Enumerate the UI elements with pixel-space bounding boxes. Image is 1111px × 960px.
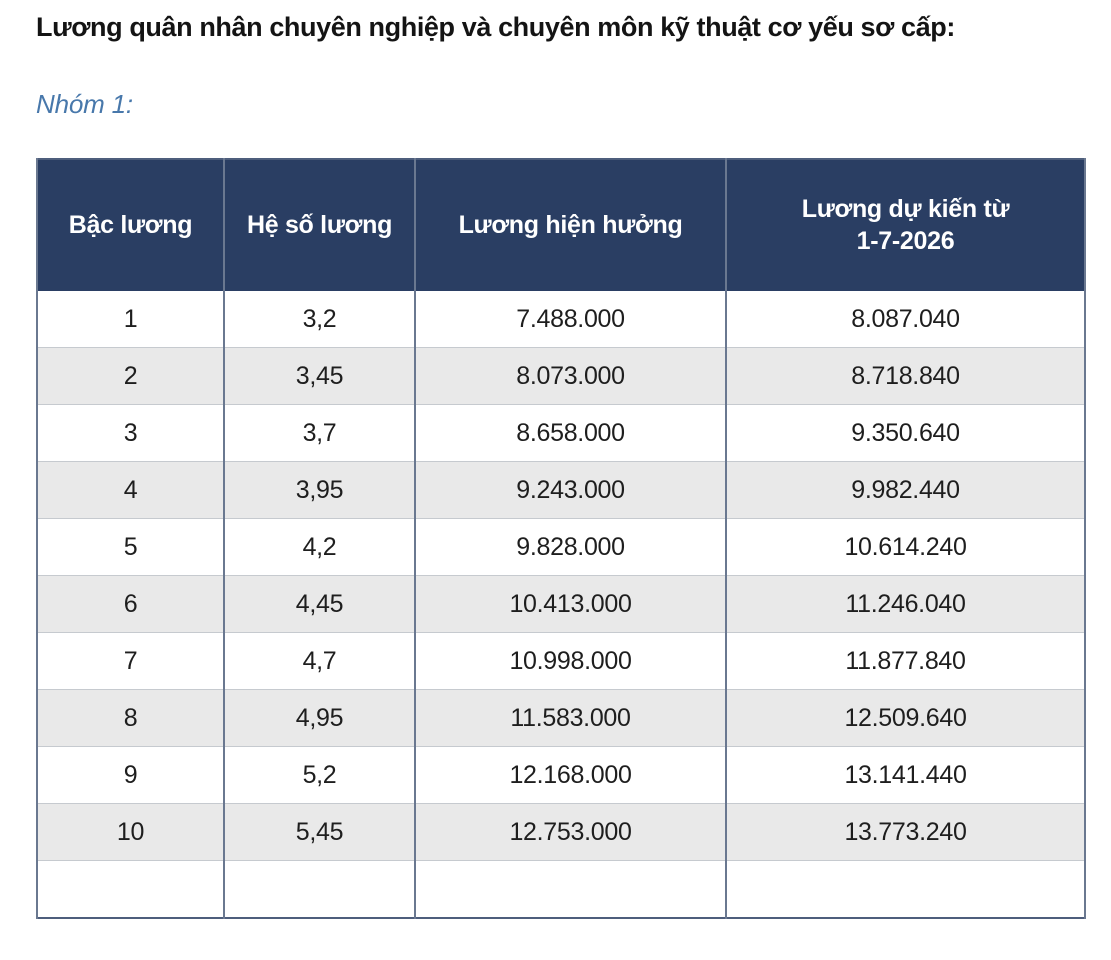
- header-label-luong-du-kien-line2: 1-7-2026: [856, 227, 955, 256]
- table-row: [37, 519, 1085, 576]
- header-cell-luong-hien-huong: [415, 159, 726, 291]
- header-label-luong-du-kien-line1: Lương dự kiến từ: [801, 194, 1010, 223]
- cell-hien-huong: 9.828.000: [415, 519, 726, 576]
- cell-bac: 9: [37, 747, 224, 804]
- cell-he-so: 3,7: [224, 405, 415, 462]
- table-row: [37, 804, 1085, 861]
- cell-he-so: 4,95: [224, 690, 415, 747]
- cell-bac: 3: [37, 405, 224, 462]
- cell-bac: 2: [37, 348, 224, 405]
- cell-bac: 5: [37, 519, 224, 576]
- page-title: Lương quân nhân chuyên nghiệp và chuyên môn kỹ thuật cơ yếu sơ cấp:: [36, 12, 955, 42]
- cell-he-so: 4,45: [224, 576, 415, 633]
- empty-cell-bac: [37, 861, 224, 918]
- table-row: [37, 291, 1085, 348]
- header-cell-he-so-luong: [224, 159, 415, 291]
- table-header-row: [37, 159, 1085, 291]
- cell-bac: 7: [37, 633, 224, 690]
- cell-du-kien: 9.982.440: [726, 462, 1085, 519]
- cell-hien-huong: 9.243.000: [415, 462, 726, 519]
- cell-hien-huong: 7.488.000: [415, 291, 726, 348]
- table-row: [37, 690, 1085, 747]
- table-row: [37, 348, 1085, 405]
- header-cell-luong-du-kien: [726, 159, 1085, 291]
- table-row: [37, 633, 1085, 690]
- cell-he-so: 3,2: [224, 291, 415, 348]
- cell-he-so: 3,95: [224, 462, 415, 519]
- table-body: [37, 291, 1085, 918]
- table-row: [37, 462, 1085, 519]
- empty-cell-he-so: [224, 861, 415, 918]
- cell-bac: 1: [37, 291, 224, 348]
- cell-hien-huong: 10.413.000: [415, 576, 726, 633]
- table-header: [37, 159, 1085, 291]
- salary-table: [36, 158, 1086, 919]
- cell-hien-huong: 8.658.000: [415, 405, 726, 462]
- table-row-empty: [37, 861, 1085, 918]
- cell-du-kien: 13.141.440: [726, 747, 1085, 804]
- cell-he-so: 4,7: [224, 633, 415, 690]
- cell-bac: 6: [37, 576, 224, 633]
- cell-hien-huong: 8.073.000: [415, 348, 726, 405]
- cell-bac: 4: [37, 462, 224, 519]
- cell-he-so: 5,2: [224, 747, 415, 804]
- table-row: [37, 747, 1085, 804]
- empty-cell-hien-huong: [415, 861, 726, 918]
- cell-bac: 8: [37, 690, 224, 747]
- table-row: [37, 576, 1085, 633]
- header-cell-bac-luong: [37, 159, 224, 291]
- cell-he-so: 5,45: [224, 804, 415, 861]
- cell-hien-huong: 11.583.000: [415, 690, 726, 747]
- cell-du-kien: 8.718.840: [726, 348, 1085, 405]
- cell-du-kien: 11.246.040: [726, 576, 1085, 633]
- header-label-he-so-luong: Hệ số lương: [246, 211, 393, 239]
- cell-he-so: 4,2: [224, 519, 415, 576]
- cell-du-kien: 8.087.040: [726, 291, 1085, 348]
- cell-hien-huong: 12.753.000: [415, 804, 726, 861]
- cell-hien-huong: 10.998.000: [415, 633, 726, 690]
- cell-bac: 10: [37, 804, 224, 861]
- cell-du-kien: 13.773.240: [726, 804, 1085, 861]
- table-row: [37, 405, 1085, 462]
- cell-du-kien: 11.877.840: [726, 633, 1085, 690]
- cell-he-so: 3,45: [224, 348, 415, 405]
- cell-du-kien: 9.350.640: [726, 405, 1085, 462]
- empty-cell-du-kien: [726, 861, 1085, 918]
- cell-hien-huong: 12.168.000: [415, 747, 726, 804]
- group-label: Nhóm 1:: [36, 88, 133, 119]
- header-label-luong-hien-huong: Lương hiện hưởng: [458, 211, 683, 239]
- cell-du-kien: 10.614.240: [726, 519, 1085, 576]
- header-label-bac-luong: Bậc lương: [68, 211, 193, 239]
- cell-du-kien: 12.509.640: [726, 690, 1085, 747]
